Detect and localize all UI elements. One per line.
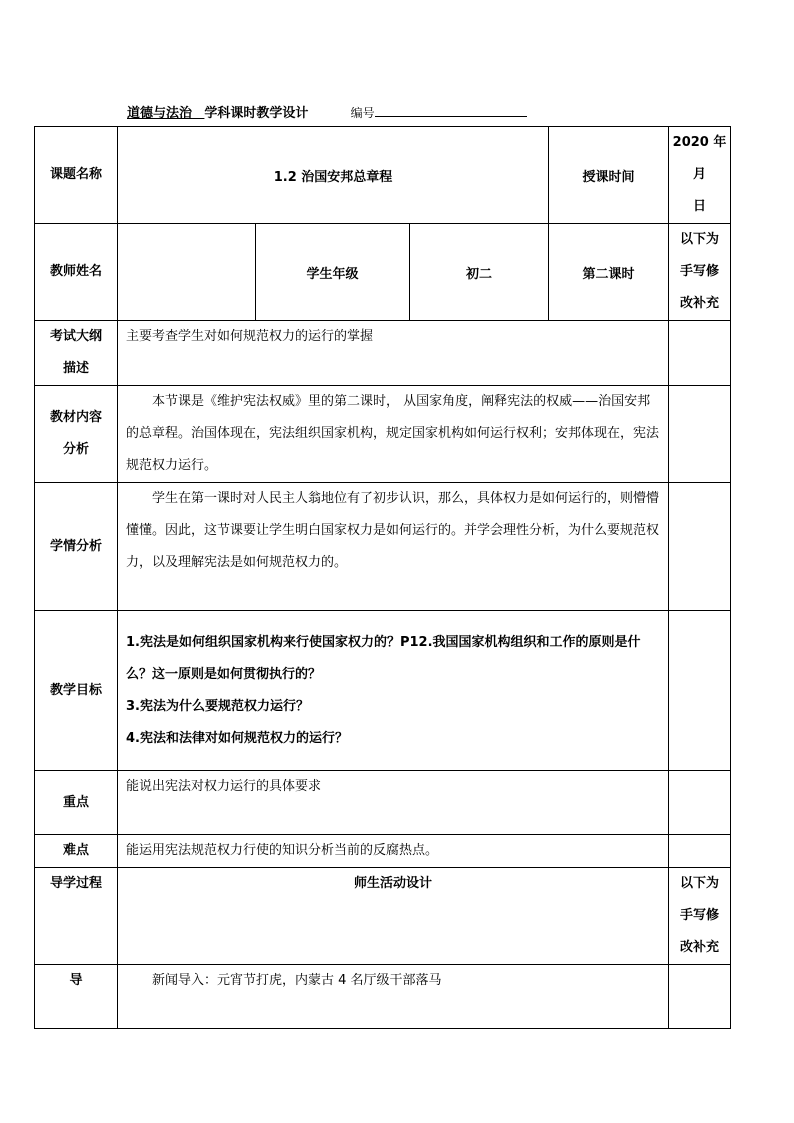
goal-item: 4.宪法和法律对如何规范权力的运行？ xyxy=(126,730,348,746)
intro-label: 导 xyxy=(35,965,118,1029)
row-students xyxy=(35,483,731,611)
difficult-note xyxy=(669,835,731,868)
process-label: 导学过程 xyxy=(35,868,118,965)
exam-label-line: 考试大纲 xyxy=(49,329,102,344)
goal-item: 3.宪法为什么要规范权力运行？ xyxy=(126,698,309,714)
subject-underline xyxy=(192,106,204,121)
students-text xyxy=(118,483,669,611)
note-line: 以下为 xyxy=(680,876,720,891)
difficult-label: 难点 xyxy=(35,835,118,868)
intro-note xyxy=(669,965,731,1029)
note-line: 手写修 xyxy=(680,908,720,923)
material-paragraph: 本节课是《维护宪法权威》里的第二课时， 从国家角度，阐释宪法的权威——治国安邦的总章程。治国体现在，宪法组织国家机构，规定国家机构如何运行权利；安邦体现在，宪法规范权力运行。 xyxy=(126,394,660,473)
topic-label: 课题名称 xyxy=(35,127,118,224)
code-blank-field xyxy=(375,104,527,117)
key-label: 重点 xyxy=(35,771,118,835)
goals-label: 教学目标 xyxy=(35,611,118,771)
exam-label xyxy=(35,321,118,386)
row-topic xyxy=(35,127,731,224)
key-text: 能说出宪法对权力运行的具体要求 xyxy=(118,771,669,835)
material-label-line: 分析 xyxy=(62,442,89,457)
topic-value: 1.2 治国安邦总章程 xyxy=(118,127,549,224)
row-material xyxy=(35,386,731,483)
row-exam xyxy=(35,321,731,386)
note-line: 以下为 xyxy=(680,232,720,247)
row-process xyxy=(35,868,731,965)
material-note xyxy=(669,386,731,483)
date-cell xyxy=(669,127,731,224)
exam-label-line: 描述 xyxy=(62,361,89,376)
teacher-value xyxy=(118,224,256,321)
row-teacher xyxy=(35,224,731,321)
row-intro xyxy=(35,965,731,1029)
grade-label: 学生年级 xyxy=(256,224,410,321)
material-text xyxy=(118,386,669,483)
lesson-period: 第二课时 xyxy=(549,224,669,321)
process-note xyxy=(669,868,731,965)
code-label: 编号 xyxy=(350,106,375,120)
row-goals xyxy=(35,611,731,771)
material-label-line: 教材内容 xyxy=(49,410,102,425)
date-day: 日 xyxy=(693,199,707,214)
students-label: 学情分析 xyxy=(35,483,118,611)
intro-paragraph: 新闻导入：元宵节打虎，内蒙古 4 名厅级干部落马 xyxy=(152,973,442,988)
note-line: 改补充 xyxy=(680,296,720,311)
subject-name: 道德与法治 xyxy=(127,106,193,121)
note-line: 改补充 xyxy=(680,940,720,955)
goals-note xyxy=(669,611,731,771)
handwritten-note xyxy=(669,224,731,321)
date-year: 2020 年 xyxy=(672,135,727,150)
row-key xyxy=(35,771,731,835)
document-header xyxy=(127,104,527,122)
note-line: 手写修 xyxy=(680,264,720,279)
teacher-label: 教师姓名 xyxy=(35,224,118,321)
lesson-plan-table xyxy=(34,126,731,1029)
goal-item: 1.宪法是如何组织国家机构来行使国家权力的？P12.我国国家机构组织和工作的原则是什么？这一原则是如何贯彻执行的？ xyxy=(126,634,641,682)
difficult-text: 能运用宪法规范权力行使的知识分析当前的反腐热点。 xyxy=(118,835,669,868)
goals-list xyxy=(118,611,669,771)
material-label xyxy=(35,386,118,483)
students-note xyxy=(669,483,731,611)
exam-text: 主要考查学生对如何规范权力的运行的掌握 xyxy=(118,321,669,386)
exam-note xyxy=(669,321,731,386)
students-paragraph: 学生在第一课时对人民主人翁地位有了初步认识，那么，具体权力是如何运行的，则懵懵懂懂。因此，这节课要让学生明白国家权力是如何运行的。并学会理性分析，为什么要规范权力，以及理解宪法是如何规范权力的。 xyxy=(126,491,660,570)
date-month: 月 xyxy=(693,167,707,182)
grade-value: 初二 xyxy=(410,224,549,321)
intro-text xyxy=(118,965,669,1029)
row-difficult xyxy=(35,835,731,868)
key-note xyxy=(669,771,731,835)
time-label: 授课时间 xyxy=(549,127,669,224)
design-label: 学科课时教学设计 xyxy=(204,106,309,121)
activity-heading: 师生活动设计 xyxy=(118,868,669,965)
